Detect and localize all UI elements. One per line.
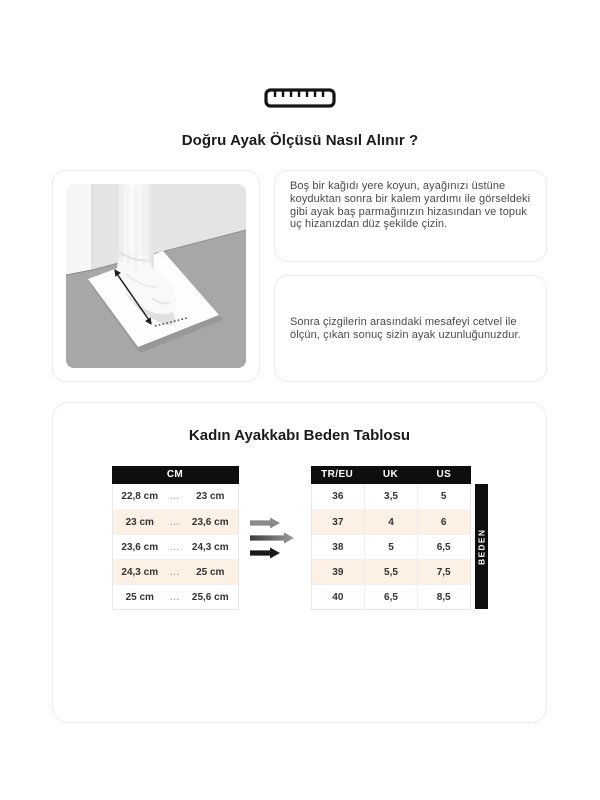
ruler-icon	[264, 88, 336, 108]
cm-range-to: 25 cm	[196, 566, 225, 578]
size-table	[311, 466, 471, 610]
instruction-step-2-text: Sonra çizgilerin arasındaki mesafeyi cetvel ile ölçün, çıkan sonuç sizin ayak uzunluğunuzdur.	[290, 315, 521, 341]
size-cell-uk: 4	[364, 510, 417, 534]
instructions-section	[52, 170, 547, 382]
instruction-step-2	[274, 275, 547, 382]
size-table-body	[311, 484, 471, 610]
size-table-row	[312, 559, 470, 584]
instruction-step-1	[274, 170, 547, 262]
foot-photo-illustration	[66, 184, 246, 368]
size-cell-tr-eu: 37	[332, 516, 344, 528]
size-cell-uk: 6,5	[364, 585, 417, 609]
cm-table-row	[113, 559, 238, 584]
foot-measurement-photo	[66, 184, 246, 368]
cm-range-from: 24,3 cm	[121, 566, 159, 578]
cm-range-to: 23 cm	[196, 491, 225, 502]
size-chart-card	[52, 402, 547, 723]
cm-table	[112, 466, 239, 610]
cm-range-separator: ...	[170, 492, 180, 501]
size-table-row	[312, 534, 470, 559]
cm-range-from: 23 cm	[125, 516, 154, 528]
cm-table-row	[113, 584, 238, 609]
size-table-row	[312, 484, 470, 509]
size-cell-tr-eu: 36	[332, 491, 344, 502]
size-cell-us: 6,5	[417, 535, 470, 559]
cm-table-body	[112, 484, 239, 610]
size-cell-uk: 3,5	[364, 484, 417, 509]
foot-measurement-photo-card	[52, 170, 260, 382]
cm-range-from: 22,8 cm	[121, 491, 159, 502]
header	[0, 0, 600, 108]
cm-range-from: 25 cm	[125, 591, 154, 603]
size-cell-uk: 5,5	[364, 560, 417, 584]
size-cell-uk: 5	[364, 535, 417, 559]
cm-range-separator: ...	[170, 517, 180, 527]
cm-table-header: CM	[112, 466, 239, 484]
size-chart-title: Kadın Ayakkabı Beden Tablosu	[188, 427, 411, 444]
size-cell-us: 8,5	[417, 585, 470, 609]
size-cell-tr-eu: 40	[332, 591, 344, 603]
size-chart-tables	[112, 466, 488, 610]
cm-range-from: 23,6 cm	[121, 541, 159, 553]
cm-table-row	[113, 484, 238, 509]
cm-range-to: 23,6 cm	[191, 516, 229, 528]
cm-range-to: 24,3 cm	[191, 541, 229, 553]
size-table-header-tr-eu: TR/EU	[321, 469, 354, 480]
size-cell-tr-eu: 38	[332, 541, 344, 553]
instruction-steps	[274, 170, 547, 382]
size-cell-us: 7,5	[417, 560, 470, 584]
cm-range-separator: ...	[170, 542, 180, 552]
page-title: Doğru Ayak Ölçüsü Nasıl Alınır ?	[181, 132, 419, 149]
size-table-header-us: US	[436, 469, 452, 480]
cm-range-to: 25,6 cm	[191, 591, 229, 603]
cm-table-row	[113, 509, 238, 534]
size-cell-us: 6	[417, 510, 470, 534]
conversion-arrows-icon	[249, 515, 295, 561]
size-table-header-row	[311, 466, 471, 484]
size-table-row	[312, 584, 470, 609]
size-table-row	[312, 509, 470, 534]
cm-table-row	[113, 534, 238, 559]
size-cell-us: 5	[417, 484, 470, 509]
beden-side-label: BEDEN	[475, 484, 488, 609]
cm-range-separator: ...	[170, 567, 180, 577]
cm-range-separator: ...	[170, 592, 180, 602]
size-cell-tr-eu: 39	[332, 566, 344, 578]
instruction-step-1-text: Boş bir kağıdı yere koyun, ayağınızı üstüne koyduktan sonra bir kalem yardımı ile görseldeki gibi ayak baş parmağınızın hizasından ve topuk uç hizanızdan düz şekilde çizin.	[290, 180, 531, 231]
size-table-header-uk: UK	[382, 469, 399, 480]
